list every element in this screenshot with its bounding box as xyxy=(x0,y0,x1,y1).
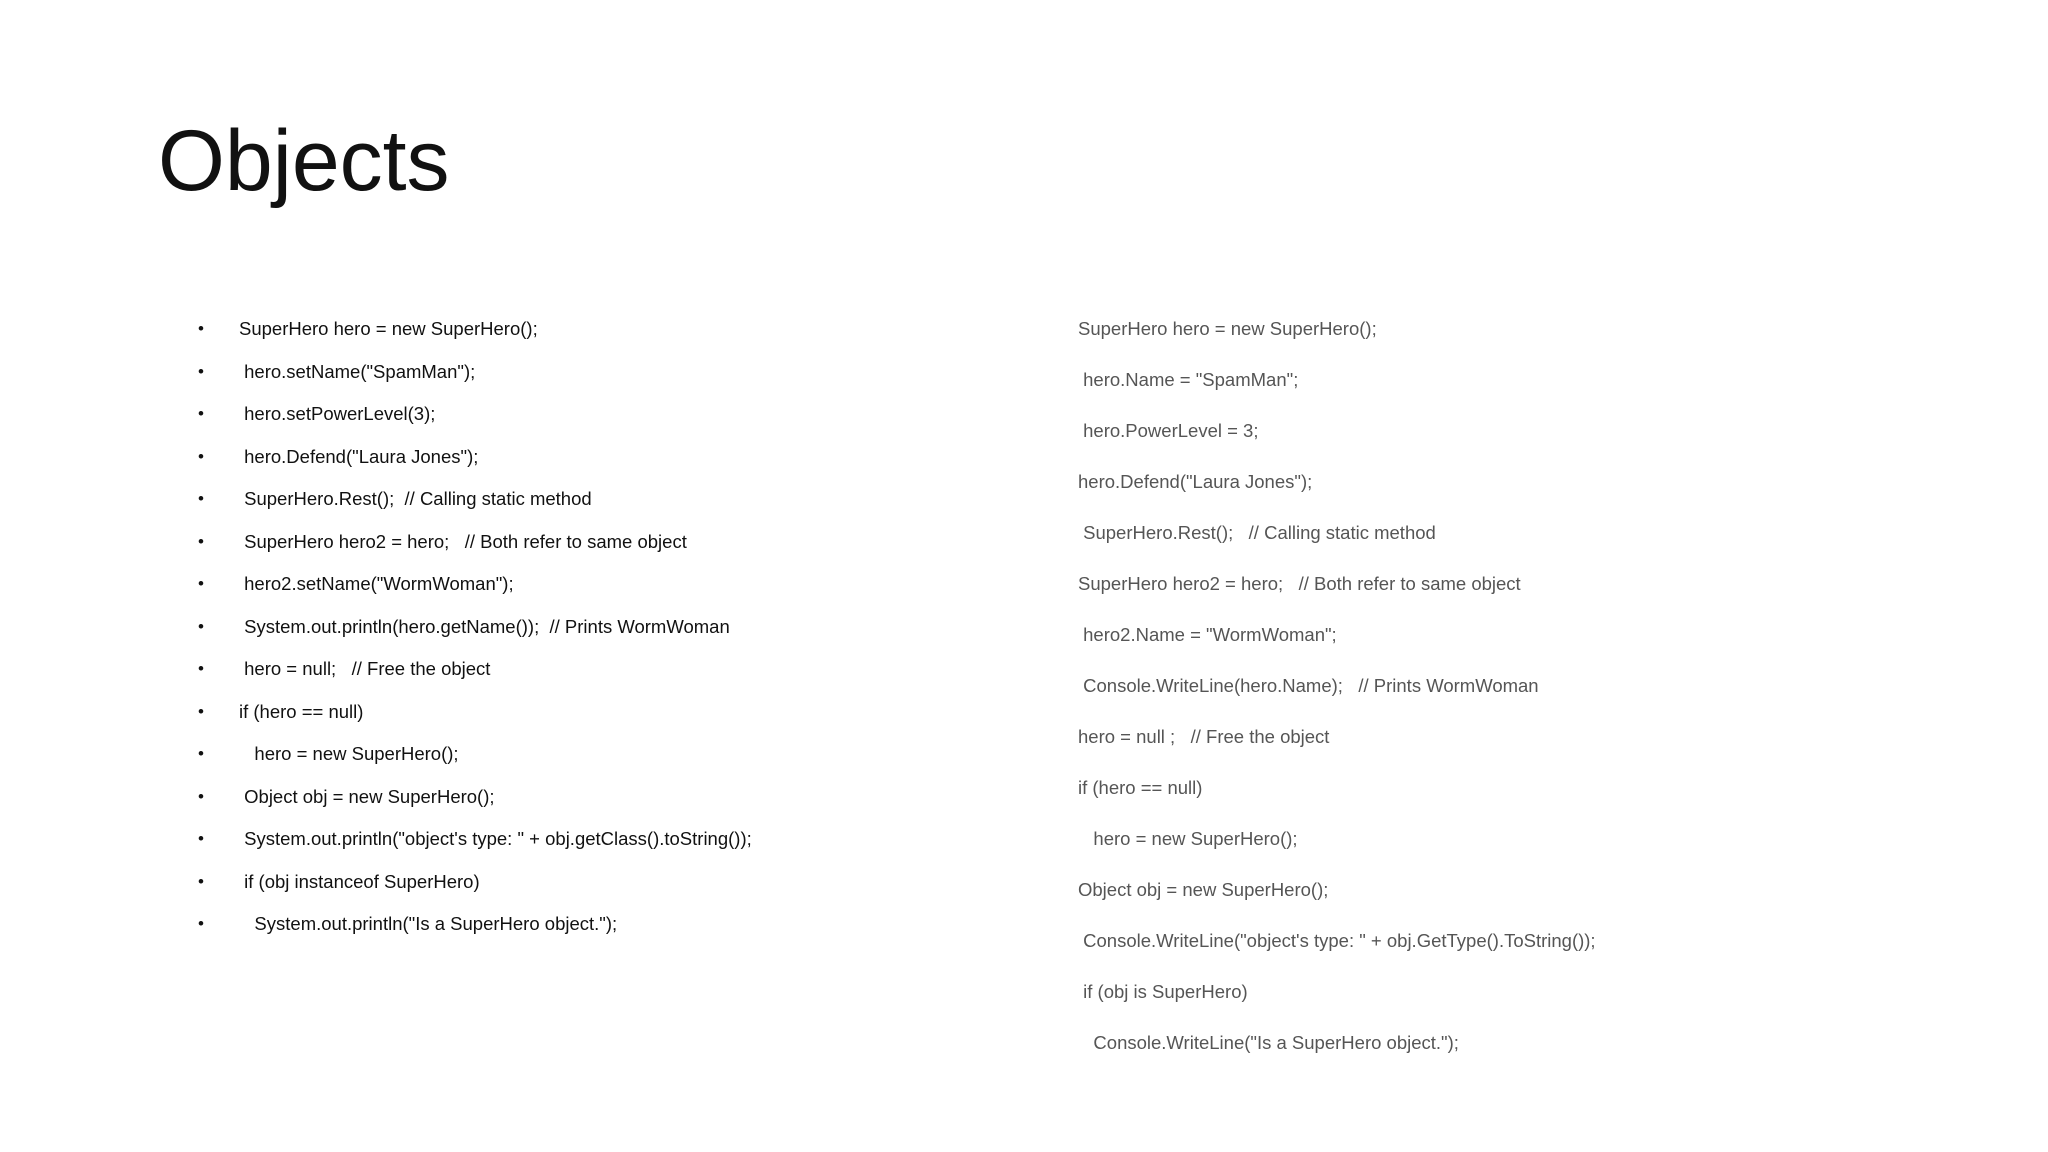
bullet-icon: • xyxy=(198,531,204,551)
bullet-icon: • xyxy=(198,404,204,423)
bullet-icon: • xyxy=(198,319,204,338)
java-code-line xyxy=(198,529,958,572)
csharp-code-line: SuperHero.Rest(); // Calling static method xyxy=(1078,522,1436,543)
code-text: hero2.setName("WormWoman"); xyxy=(239,573,514,594)
csharp-code-line: hero.PowerLevel = 3; xyxy=(1078,420,1259,441)
java-code-line xyxy=(198,699,958,742)
code-text: if (obj instanceof SuperHero) xyxy=(239,870,480,892)
java-code-line xyxy=(198,826,958,869)
csharp-code-line: hero = null ; // Free the object xyxy=(1078,726,1330,747)
code-text: SuperHero.Rest(); // Calling static method xyxy=(239,488,592,509)
bullet-icon: • xyxy=(198,659,204,678)
bullet-icon: • xyxy=(198,489,204,508)
code-text: hero = new SuperHero(); xyxy=(239,743,459,764)
code-text: hero = null; // Free the object xyxy=(239,658,491,679)
java-code-list xyxy=(198,316,958,954)
code-text: if (hero == null) xyxy=(239,700,364,722)
code-text: SuperHero hero = new SuperHero(); xyxy=(239,318,538,339)
csharp-code-line: SuperHero hero2 = hero; // Both refer to same object xyxy=(1078,573,1521,594)
csharp-code-line: Object obj = new SuperHero(); xyxy=(1078,879,1329,900)
bullet-icon: • xyxy=(198,446,204,466)
java-code-line xyxy=(198,571,958,614)
csharp-code-line: Console.WriteLine(hero.Name); // Prints WormWoman xyxy=(1078,675,1539,696)
code-text: System.out.println(hero.getName()); // Prints WormWoman xyxy=(239,615,730,637)
csharp-code-line: hero = new SuperHero(); xyxy=(1078,828,1298,849)
csharp-code-line: hero2.Name = "WormWoman"; xyxy=(1078,624,1337,645)
code-text: hero.setPowerLevel(3); xyxy=(239,403,436,424)
bullet-icon: • xyxy=(198,914,204,933)
bullet-icon: • xyxy=(198,871,204,891)
java-code-line xyxy=(198,614,958,657)
code-text: System.out.println("object's type: " + obj.getClass().toString()); xyxy=(239,828,752,849)
java-code-line xyxy=(198,656,958,699)
csharp-code-line: Console.WriteLine("Is a SuperHero object."); xyxy=(1078,1032,1459,1053)
code-text: System.out.println("Is a SuperHero object."); xyxy=(239,913,618,934)
bullet-icon: • xyxy=(198,574,204,593)
java-code-line xyxy=(198,401,958,444)
bullet-icon: • xyxy=(198,829,204,848)
bullet-icon: • xyxy=(198,701,204,721)
java-code-line xyxy=(198,784,958,827)
code-text: hero.setName("SpamMan"); xyxy=(239,360,476,382)
java-code-line xyxy=(198,359,958,402)
java-code-line xyxy=(198,316,958,359)
java-code-line xyxy=(198,869,958,912)
code-text: hero.Defend("Laura Jones"); xyxy=(239,445,479,467)
csharp-code-line: Console.WriteLine("object's type: " + obj.GetType().ToString()); xyxy=(1078,930,1596,951)
csharp-code-list xyxy=(1078,316,1978,1081)
csharp-code-line: if (hero == null) xyxy=(1078,777,1203,798)
code-text: SuperHero hero2 = hero; // Both refer to same object xyxy=(239,530,687,552)
java-code-line xyxy=(198,486,958,529)
bullet-icon: • xyxy=(198,616,204,636)
code-text: Object obj = new SuperHero(); xyxy=(239,785,495,807)
csharp-code-line: hero.Name = "SpamMan"; xyxy=(1078,369,1299,390)
java-code-line xyxy=(198,444,958,487)
java-code-line xyxy=(198,911,958,954)
bullet-icon: • xyxy=(198,361,204,381)
csharp-code-line: if (obj is SuperHero) xyxy=(1078,981,1248,1002)
csharp-code-line: SuperHero hero = new SuperHero(); xyxy=(1078,318,1377,339)
java-code-line xyxy=(198,741,958,784)
slide-title: Objects xyxy=(158,113,450,209)
csharp-code-line: hero.Defend("Laura Jones"); xyxy=(1078,471,1313,492)
bullet-icon: • xyxy=(198,744,204,763)
bullet-icon: • xyxy=(198,786,204,806)
